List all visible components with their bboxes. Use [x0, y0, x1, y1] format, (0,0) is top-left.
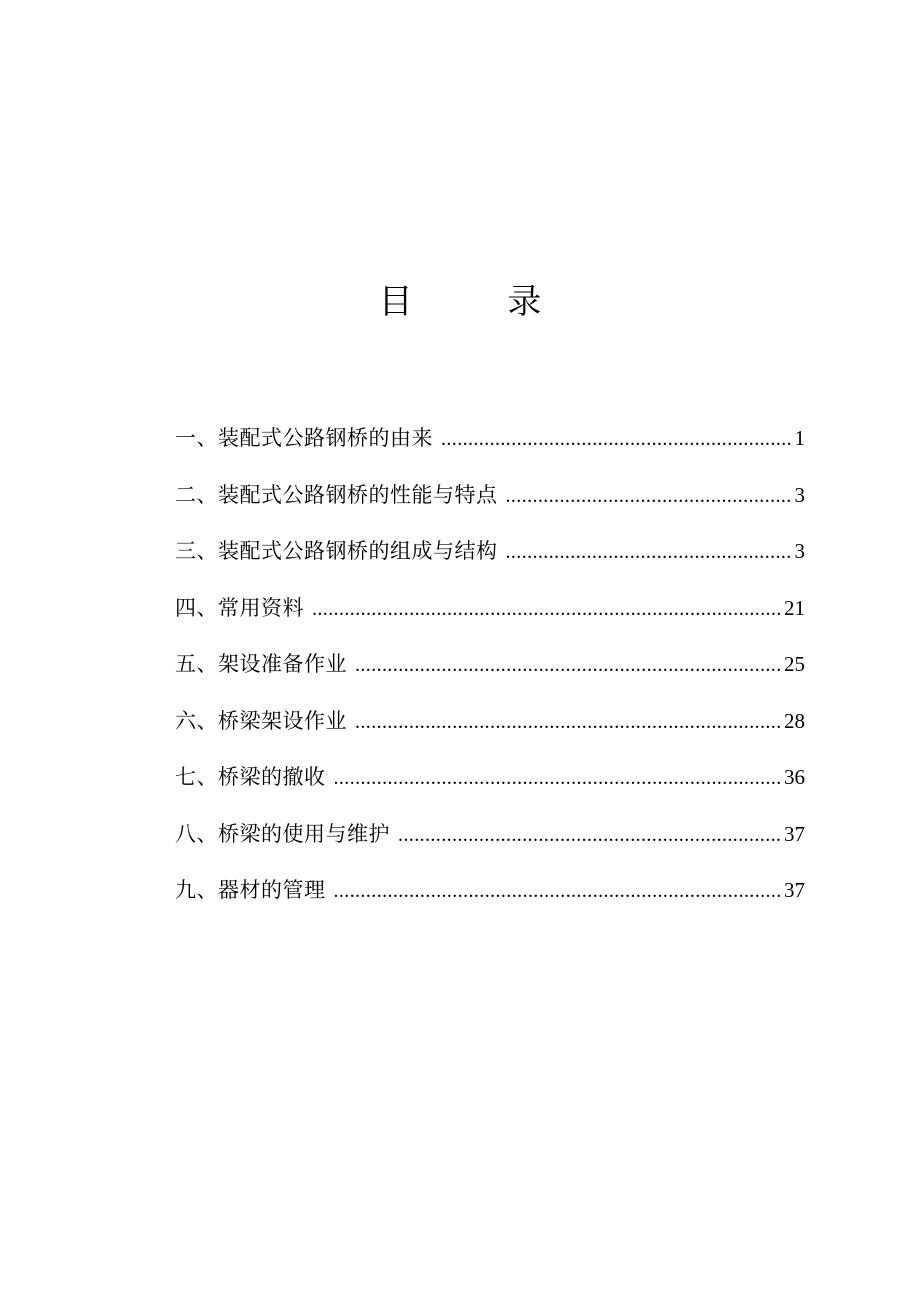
toc-entry-page: 28 [784, 708, 805, 733]
toc-entry[interactable] [175, 870, 805, 927]
toc-entry-page: 21 [784, 595, 805, 620]
toc-entry-page: 1 [794, 426, 805, 450]
toc-entry[interactable] [175, 814, 805, 871]
toc-entry-label: 三、装配式公路钢桥的组成与结构 [175, 539, 498, 563]
toc-entry-label: 一、装配式公路钢桥的由来 [175, 426, 433, 450]
toc-entry[interactable] [175, 588, 805, 645]
toc-dot-leader [334, 758, 783, 798]
toc-dot-leader [398, 815, 782, 855]
toc-dot-leader [334, 871, 783, 911]
toc-entry-page: 37 [784, 878, 805, 902]
toc-entry-page: 25 [784, 652, 805, 676]
table-of-contents [175, 418, 805, 927]
toc-entry-label: 六、桥梁架设作业 [175, 708, 347, 733]
toc-dot-leader [355, 702, 782, 742]
toc-entry-label: 四、常用资料 [175, 595, 304, 620]
page-title: 目 录 [378, 282, 584, 322]
toc-entry-page: 36 [784, 765, 805, 789]
toc-entry-page: 3 [794, 482, 805, 507]
toc-dot-leader [355, 645, 782, 685]
toc-dot-leader [312, 589, 782, 629]
toc-entry[interactable] [175, 644, 805, 701]
toc-entry[interactable] [175, 475, 805, 532]
toc-entry[interactable] [175, 418, 805, 475]
toc-entry-label: 二、装配式公路钢桥的性能与特点 [175, 482, 498, 507]
toc-dot-leader [506, 532, 793, 572]
toc-entry[interactable] [175, 531, 805, 588]
toc-entry[interactable] [175, 701, 805, 758]
toc-dot-leader [441, 419, 793, 459]
toc-entry-label: 八、桥梁的使用与维护 [175, 821, 390, 846]
toc-entry-page: 3 [794, 539, 805, 563]
toc-entry-label: 五、架设准备作业 [175, 652, 347, 676]
toc-entry-label: 九、器材的管理 [175, 878, 326, 902]
toc-entry[interactable] [175, 757, 805, 814]
toc-entry-page: 37 [784, 821, 805, 846]
toc-entry-label: 七、桥梁的撤收 [175, 765, 326, 789]
toc-dot-leader [506, 476, 793, 516]
